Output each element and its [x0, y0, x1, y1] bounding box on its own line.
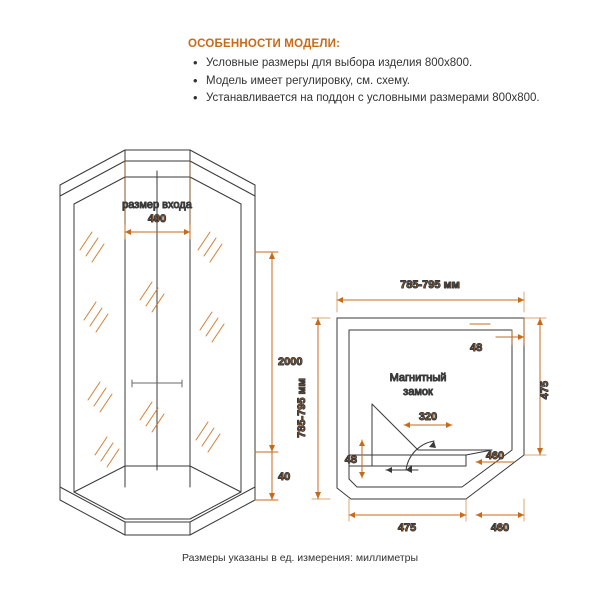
footer-note: Размеры указаны в ед. измерения: миллиметры [181, 552, 419, 564]
dim-475-right: 475 [539, 380, 551, 400]
entrance-width-value: 400 [147, 213, 167, 225]
height-value: 2000 [278, 356, 303, 368]
dim-460-bottom: 460 [490, 522, 510, 534]
magnetic-lock-label-line1: Магнитный [389, 372, 447, 384]
magnetic-lock-label-line2: замок [403, 386, 433, 398]
plan-left-dimension: 785-795 мм [296, 378, 308, 438]
dim-460-diagonal: 460 [485, 450, 505, 462]
list-item: • Устанавливается на поддон с условными размерами 800х800. [206, 90, 580, 107]
adjust-value: 40 [278, 471, 291, 483]
list-item: • Модель имеет регулировку, см. схему. [206, 73, 580, 90]
notes-title: ОСОБЕННОСТИ МОДЕЛИ: [188, 38, 341, 50]
right-plan-view [337, 318, 524, 499]
dim-48-top: 48 [470, 342, 483, 354]
dim-48-left: 48 [344, 454, 357, 466]
list-item: • Условные размеры для выбора изделия 800х800. [206, 55, 580, 72]
dim-475-bottom: 475 [397, 522, 417, 534]
entrance-label: размер входа [122, 199, 192, 211]
plan-top-dimension: 785-795 мм [400, 279, 460, 291]
dim-320: 320 [418, 411, 438, 423]
